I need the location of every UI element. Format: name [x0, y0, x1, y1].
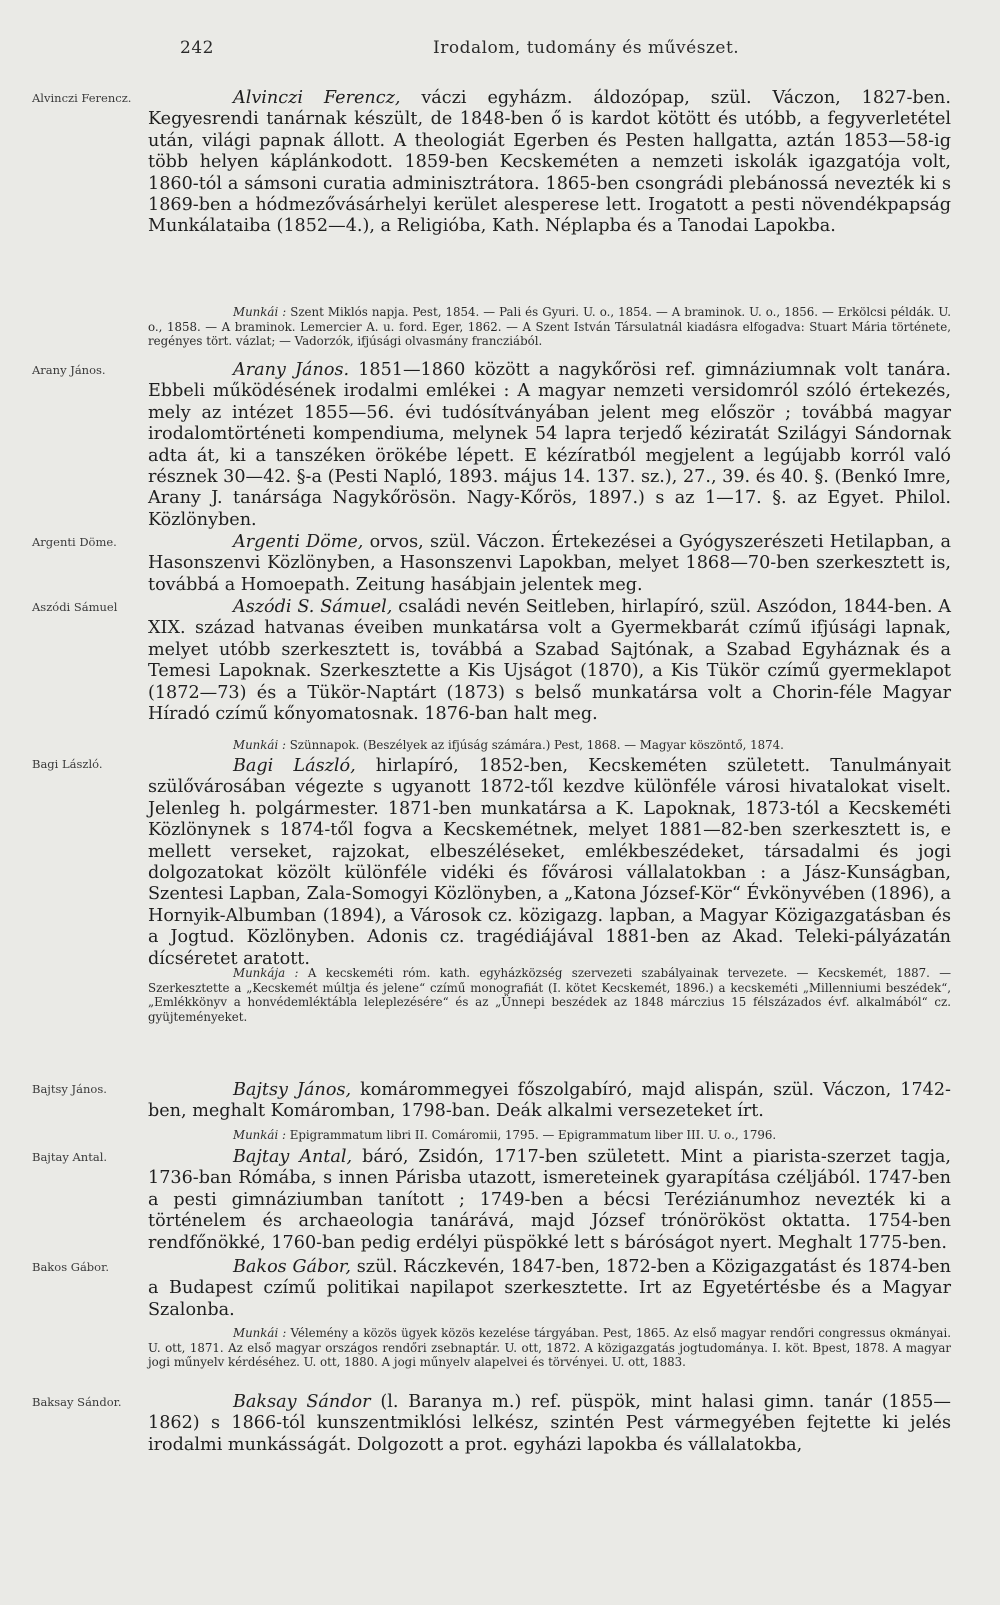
entry-name: Bagi László,: [233, 756, 356, 776]
entry-name: Bakos Gábor,: [233, 1257, 351, 1277]
margin-name-alvinczi: Alvinczi Ferencz.: [32, 91, 132, 105]
entry-name: Argenti Döme,: [233, 532, 364, 552]
works-aszodi: [148, 738, 951, 753]
works-text: Szünnapok. (Beszélyek az ifjúság számára.) Pest, 1868. — Magyar köszöntő, 1874.: [285, 738, 784, 752]
entry-text: 1851—1860 között a nagykőrösi ref. gimnáziumnak volt tanára. Ebbeli működésének irodalmi emlékei : A magyar nemzeti versidomról szóló értekezés, mely az intézet 1855—56. évi tudósítványában jelent meg először ; továbbá magyar irodalomtörténeti kompendiuma, melynek 54 lapra terjedő kéziratát Szilágyi Sándornak adta át, ki a tanszéken örökébe lépett. E kézíratból megjelent a legújabb korról való résznek 30—42. §-a (Pesti Napló, 1893. május 14. 137. sz.), 27., 39. és 40. §. (Benkó Imre, Arany J. tanársága Nagykőrösön. Nagy-Kőrös, 1897.) s az 1—17. §. az Egyet. Philol. Közlönyben.: [148, 360, 951, 530]
margin-name-bakos: Bakos Gábor.: [32, 1260, 109, 1274]
works-text: A kecskeméti róm. kath. egyházközség szervezeti szabályainak tervezete. — Kecskemét, 1887. — Szerkesztette a „Kecskemét múltja és jelene“ czímű monografiát (I. kötet Kecskemét, 1896.) a kecskeméti „Millenniumi beszédek“, „Emlékkönyv a honvédemléktábla leleplezésére“ és az „Ünnepi beszédek az 1848 márczius 15 félszázados évf. alkalmából“ cz. gyüjteményeket.: [148, 966, 951, 1024]
margin-name-bagi: Bagi László.: [32, 757, 103, 771]
entry-text: (l. Baranya m.) ref. püspök, mint halasi gimn. tanár (1855—1862) s 1866-tól kunszentmiklósi lelkész, szintén Pest vármegyében fejtette ki jelés irodalmi munkásságát. Dolgozott a prot. egyházi lapokba és vállalatokba,: [148, 1392, 951, 1455]
works-label: Munkái :: [233, 1326, 287, 1340]
entry-name: Arany János.: [233, 360, 350, 380]
margin-name-baksay: Baksay Sándor.: [32, 1395, 122, 1409]
margin-name-aszodi: Aszódi Sámuel: [32, 600, 118, 614]
works-text: Szent Miklós napja. Pest, 1854. — Pali és Gyuri. U. o., 1854. — A braminok. U. o., 1856. — Erkölcsi példák. U. o., 1858. — A braminok. Lemercier A. u. ford. Eger, 1862. — A Szent István Társulatnál kiadásra elfogadva: Stuart Mária története, regényes tört. vázlat; — Vadorzók, ifjúsági olvasmány francziából.: [148, 305, 951, 348]
entry-bagi: [148, 756, 951, 970]
works-bakos: [148, 1326, 951, 1370]
entry-baksay: [148, 1392, 951, 1456]
entry-text: váczi egyházm. áldozópap, szül. Váczon, 1827-ben. Kegyesrendi tanárnak készült, de 1848-ben ő is kardot kötött és utóbb, a fegyverletétel után, világi papnak állott. A theologiát Egerben és Pesten hallgatta, aztán 1853—58-ig több helyen káplánkodott. 1859-ben Kecskeméten a nemzeti iskolák igazgatója volt, 1860-tól a sámsoni curatia adminisztrátora. 1865-ben csongrádi plebánossá nevezték ki s 1869-ben a hódmezővásárhelyi kerület alesperese lett. Irogatott a pesti növendékpapság Munkálataiba (1852—4.), a Religióba, Kath. Néplapba és a Tanodai Lapokba.: [148, 88, 951, 237]
works-label: Munkája :: [233, 966, 299, 980]
works-label: Munkái :: [233, 305, 287, 319]
entry-text: családi nevén Seitleben, hirlapíró, szül. Aszódon, 1844-ben. A XIX. század hatvanas éveiben munkatársa volt a Gyermekbarát czímű ifjúsági lapnak, melyet utóbb szerkesztett is, továbbá a Szabad Sajtónak, a Szabad Egyháznak és a Temesi Lapoknak. Szerkesztette a Kis Ujságot (1870), a Kis Tükör czímű gyermeklapot (1872—73) és a Tükör-Naptárt (1873) s belső munkatársa volt a Chorin-féle Magyar Híradó czímű kőnyomatosnak. 1876-ban halt meg.: [148, 597, 951, 725]
entry-name: Bajtay Antal,: [233, 1147, 353, 1167]
margin-name-bajtsy: Bajtsy János.: [32, 1082, 107, 1096]
entry-name: Bajtsy János,: [233, 1080, 352, 1100]
entry-text: szül. Ráczkevén, 1847-ben, 1872-ben a Közigazgatást és 1874-ben a Budapest czímű politikai napilapot szerkesztette. Irt az Egyetértésbe és a Magyar Szalonba.: [148, 1257, 951, 1320]
entry-name: Aszódi S. Sámuel,: [233, 597, 393, 617]
works-bagi: [148, 966, 951, 1024]
works-alvinczi: [148, 305, 951, 349]
entry-bakos: [148, 1257, 951, 1321]
entry-alvinczi: [148, 88, 951, 238]
works-bajtsy: [148, 1128, 951, 1143]
entry-text: báró, Zsidón, 1717-ben született. Mint a piarista-szerzet tagja, 1736-ban Rómába, s innen Párisba utazott, ismereteinek gyarapítása czéljából. 1747-ben a pesti gimnáziumban tanított ; 1749-ben a bécsi Teréziánumhoz nevezték ki a történelem és archaeologia tanárává, majd József trónörököst oktatta. 1754-ben rendfőnökké, 1760-ban pedig erdélyi püspökké lett s báróságot nyert. Meghalt 1775-ben.: [148, 1147, 951, 1253]
works-text: Epigrammatum libri II. Comáromii, 1795. — Epigrammatum liber III. U. o., 1796.: [285, 1128, 777, 1142]
margin-name-arany: Arany János.: [32, 363, 106, 377]
works-text: Vélemény a közös ügyek közös kezelése tárgyában. Pest, 1865. Az első magyar rendőri congressus okmányai. U. ott, 1871. Az első magyar országos rendőri zsebnaptár. U. ott, 1872. A közigazgatás jogtudománya. I. köt. Bpest, 1878. A magyar jogi műnyelv kérdéséhez. U. ott, 1880. A jogi műnyelv alapelvei és törvényei. U. ott, 1883.: [148, 1326, 951, 1369]
running-title: Irodalom, tudomány és művészet.: [433, 38, 740, 58]
margin-name-argenti: Argenti Döme.: [32, 535, 117, 549]
margin-name-bajtay: Bajtay Antal.: [32, 1150, 108, 1164]
entry-bajtay: [148, 1147, 951, 1254]
entry-bajtsy: [148, 1080, 951, 1123]
entry-argenti: [148, 532, 951, 596]
entry-name: Alvinczi Ferencz,: [233, 88, 401, 108]
works-label: Munkái :: [233, 1128, 286, 1142]
entry-aszodi: [148, 597, 951, 725]
works-label: Munkái :: [233, 738, 286, 752]
page-number: 242: [180, 38, 214, 58]
entry-arany: [148, 360, 951, 531]
entry-name: Baksay Sándor: [233, 1392, 371, 1412]
entry-text: komárommegyei főszolgabíró, majd alispán, szül. Váczon, 1742-ben, meghalt Komáromban, 1798-ban. Deák alkalmi versezeteket írt.: [148, 1080, 952, 1122]
entry-text: hirlapíró, 1852-ben, Kecskeméten született. Tanulmányait szülővárosában végezte s ugyanott 1872-től kezdve különféle városi hivatalokat viselt. Jelenleg h. polgármester. 1871-ben munkatársa a K. Lapoknak, 1873-tól a Kecskeméti Közlönynek s 1874-től fogva a Kecskemétnek, melyet 1881—82-ben szerkesztett is, e mellett verseket, rajzokat, elbeszéléseket, emlékbeszédeket, társadalmi és jogi dolgozatokat közölt különféle vidéki és fővárosi vállalatokban : a Jász-Kunságban, Szentesi Lapban, Zala-Somogyi Közlönyben, a „Katona József-Kör“ Évkönyvében (1896), a Hornyik-Albumban (1894), a Városok cz. közigazg. lapban, a Magyar Közigazgatásban és a Jogtud. Közlönyben. Adonis cz. tragédiájával 1881-ben az Akad. Teleki-pályázatán dícséretet aratott.: [148, 756, 952, 969]
entry-text: orvos, szül. Váczon. Értekezései a Gyógyszerészeti Hetilapban, a Hasonszenvi Közlönyben, a Hasonszenvi Lapokban, melyet 1868—70-ben szerkesztett is, továbbá a Homoepath. Zeitung hasábjain jelentek meg.: [148, 532, 951, 595]
